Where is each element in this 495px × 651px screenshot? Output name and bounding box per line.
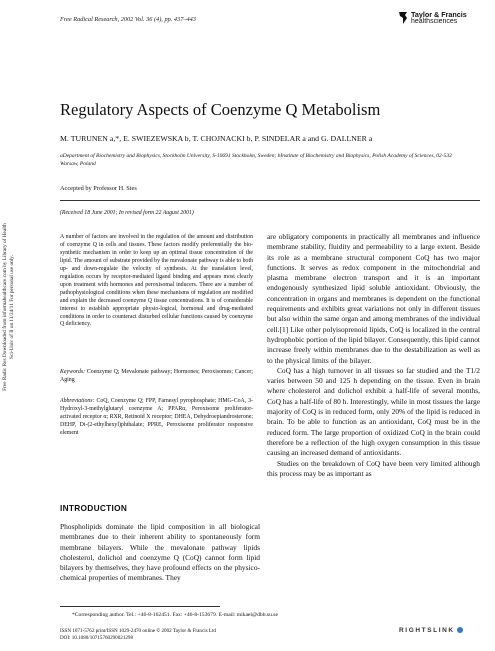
accepted-by: Accepted by Professor H. Sies (60, 185, 137, 192)
keywords-text: Coenzyme Q; Mevalonate pathway; Hormones; Peroxisomes; Cancer; Aging (60, 369, 253, 383)
issn-line: ISSN 1071-5762 print/ISSN 1029-2470 online © 2002 Taylor & Francis Ltd (60, 628, 216, 634)
author-affiliations: aDepartment of Biochemistry and Biophysics, Stockholm University, S-10691 Stockholm, Sweden; bInstitute of Biochemistry and Biophysics, Polish Academy of Sciences, 02-532 Warsaw, Poland (60, 153, 452, 167)
paragraph: are obligatory components in practically all membranes and influence membrane stability, fluidity and permeability to a large extent. Beside its role as a membrane structural component CoQ has two major functions. It serves as redox component in the mitochondrial and plasma membrane electron transport and it is an important endogenously synthesized lipid soluble antioxidant. Obviously, the concentration in organs and membranes is dependent on the functional requirements and exhibits great variations not only in different tissues but also within the same organ and among membranes of the individual cell.[1] Like other polyisoprenoid lipids, CoQ is localized in the central hydrophobic portion of the lipid bilayer. Consequently, this lipid cannot increase freely within membranes due to the destabilization as well as to the physical limits of the bilayer. (267, 232, 480, 365)
publisher-division: healthsciences (411, 18, 458, 25)
abbreviations (60, 398, 253, 438)
abstract: A number of factors are involved in the regulation of the amount and distribution of coenzyme Q in cells and tissues. These factors modify preferentially the bio-synthetic mechanism in order to keep up an optimal tissue concentration of the lipid. The amount of substrate provided by the mevalonate pathway is able to both up- and down-regulate the velocity of synthesis. At the translation level, regulation occurs by receptor-mediated ligand binding and appears most clearly upon treatment with hormones and peroxisomal inducers. There are a number of pathophysiological conditions when these mechanisms of regulation are modified and explain the decreased coenzyme Q tissue concentrations. It is of considerable interest to establish appropriate physio-logical, hormonal and drug-mediated conditions in order to counteract disturbed cellular functions caused by coenzyme Q deficiency. (60, 234, 253, 328)
introduction-heading: INTRODUCTION (60, 503, 128, 513)
rightslink-dot-icon (457, 627, 463, 633)
received-dates: (Received 18 June 2001; In revised form 22 August 2001) (60, 210, 194, 216)
keywords (60, 369, 253, 385)
issn-doi (60, 628, 216, 642)
publisher-name: Taylor & Francis (411, 10, 467, 19)
rightslink-logo[interactable] (399, 627, 463, 634)
abbreviations-label: Abbreviations: (60, 398, 95, 404)
rightslink-text: RIGHTSLINK (399, 627, 455, 634)
keywords-label: Keywords: (60, 369, 86, 375)
publisher-logo (398, 10, 478, 32)
footnote-divider (60, 606, 220, 607)
journal-citation: Free Radical Research, 2002 Vol. 36 (4), pp. 437–443 (60, 16, 196, 23)
divider-top (60, 200, 480, 201)
correspondence-footnote: *Corresponding author. Tel.: +46-8-162451. Fax: +46-8-153679. E-mail: mikael@dbb.su.se (72, 612, 278, 618)
article-authors: M. TURUNEN a,*, E. SWIEZEWSKA b, T. CHOJNACKI b, P. SINDELAR a and G. DALLNER a (60, 134, 373, 143)
paragraph: Studies on the breakdown of CoQ have been very limited although this process may be as important as (267, 458, 480, 478)
doi-line: DOI: 10.1080/10715760290021298 (60, 635, 134, 641)
article-title: Regulatory Aspects of Coenzyme Q Metabolism (60, 100, 381, 119)
abbreviations-text: CoQ, Coenzyme Q; FPP, Farnesyl pyrophosphate; HMG-CoA, 3-Hydroxyl-3-methylglutaryl coenzyme A; PPARα, Peroxisome proliferator-activated receptor α; RXR, Retinoid X receptor; DHEA, Dehydroepiandrosterone; DEHP, Di-(2-ethylhexyl)phthalate; PPRE, Peroxisome proliferator responsive element (60, 398, 253, 436)
paragraph: CoQ has a high turnover in all tissues so far studied and the T1/2 varies between 50 and 125 h depending on the tissue. Even in brain where cholesterol and dolichol exhibit a half-life of several months, CoQ has a half-life of 80 h. Interestingly, while in most tissues the large majority of CoQ is in reduced form, only 20% of the lipid is reduced in brain. To be able to function as an antioxidant, CoQ must be in the reduced form. The large proportion of oxidized CoQ in the brain could therefore be a reflection of the high oxygen consumption in this tissue causing an increased demand of antioxidants. (267, 365, 480, 458)
right-column (267, 232, 480, 479)
publisher-logo-icon (398, 11, 408, 25)
download-watermark: Free Radic Res Downloaded from informahealthcare.com by Library of Health Sci-Univ of Il on 11/24/11 For personal use only. (2, 223, 15, 391)
introduction-text: Phospholipids dominate the lipid composition in all biological membranes due to their inherent ability to spontaneously form membrane bilayers. While the mevalonate pathway lipids cholesterol, dolichol and coenzyme Q (CoQ) cannot form lipid bilayers by themselves, they have profound effects on the physico-chemical properties of membranes. They (60, 522, 260, 583)
